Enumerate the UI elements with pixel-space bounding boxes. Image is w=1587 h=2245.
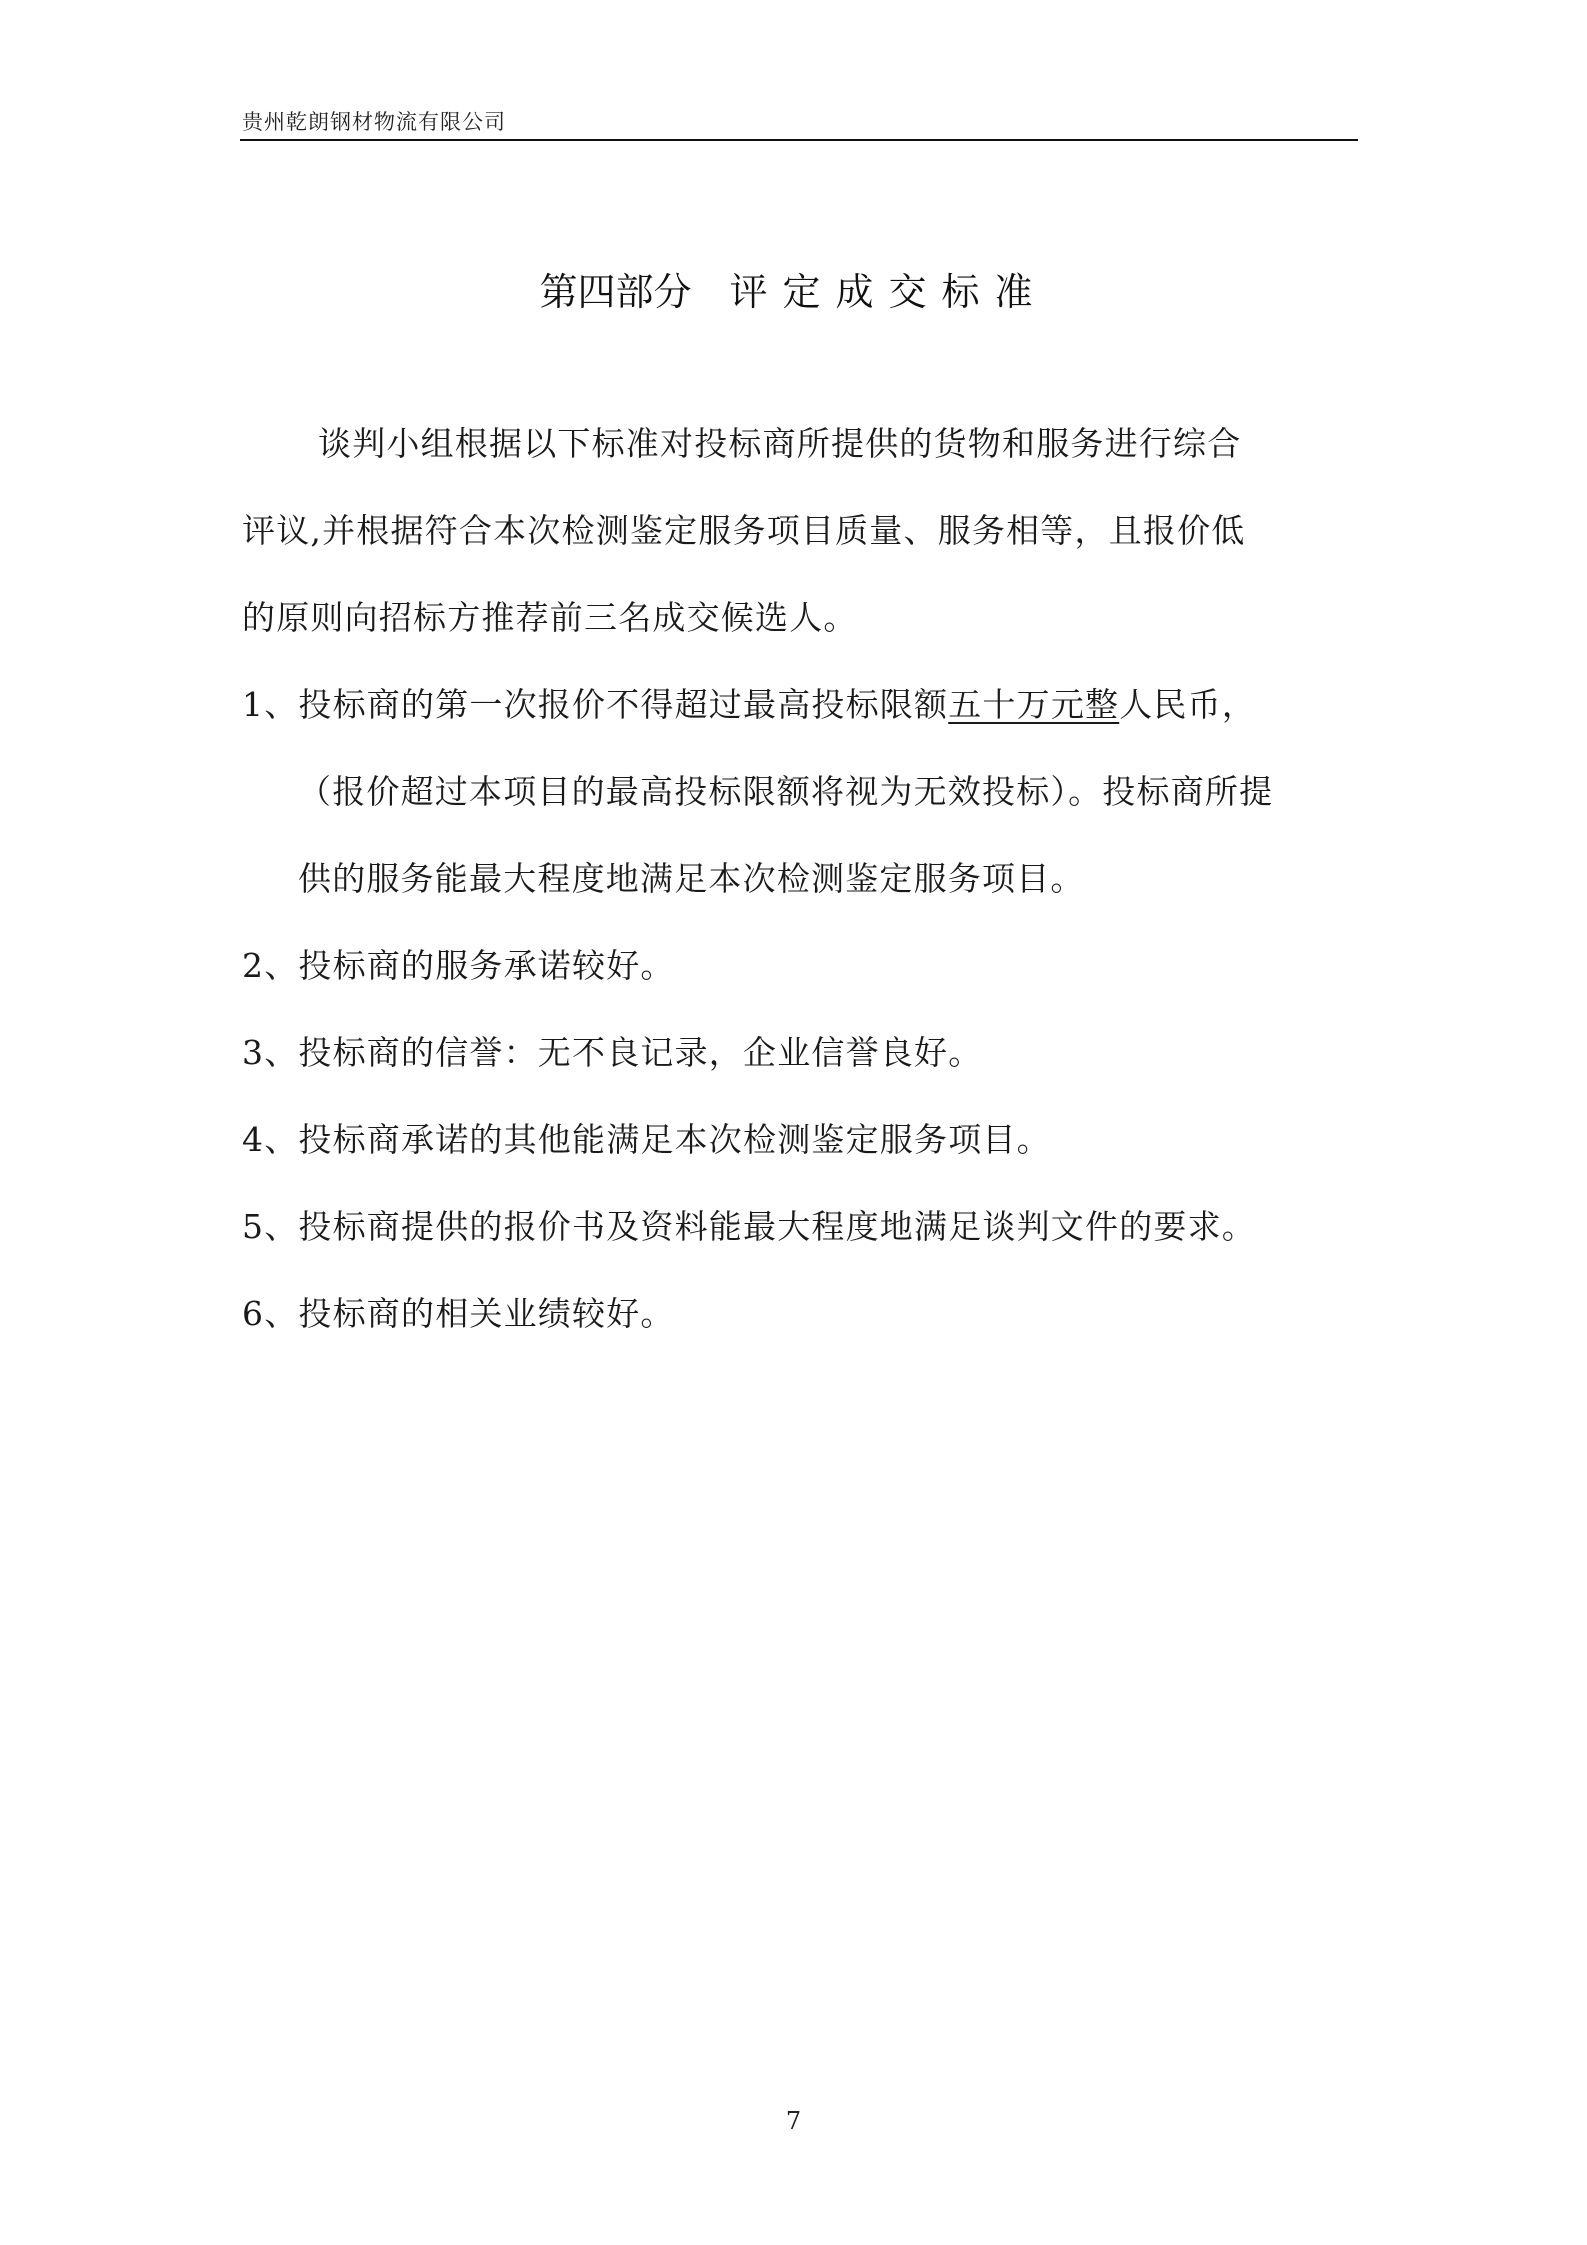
- list-item-2: [242, 944, 675, 988]
- list-item-text: 投标商的相关业绩较好。: [298, 1294, 675, 1333]
- running-header: 贵州乾朗钢材物流有限公司: [242, 110, 506, 134]
- intro-line-2: 评议,并根据符合本次检测鉴定服务项目质量、服务相等，且报价低: [242, 511, 1246, 550]
- list-item-number: 5、: [242, 1207, 299, 1246]
- list-item-text: 投标商承诺的其他能满足本次检测鉴定服务项目。: [298, 1120, 1051, 1159]
- list-item-text: 投标商的服务承诺较好。: [298, 946, 675, 985]
- list-item-6: [242, 1292, 675, 1336]
- list-item-5: [242, 1205, 1256, 1249]
- list-item-number: 4、: [242, 1120, 299, 1159]
- list-item-4: [242, 1118, 1051, 1162]
- list-item-1-continuation-1: （报价超过本项目的最高投标限额将视为无效投标）。投标商所提: [298, 772, 1274, 811]
- price-limit-amount: 五十万元整: [948, 685, 1120, 724]
- list-item-1: [242, 683, 1256, 727]
- list-item-text: 投标商的信誉：无不良记录，企业信誉良好。: [298, 1033, 983, 1072]
- list-item-1-continuation-2: 供的服务能最大程度地满足本次检测鉴定服务项目。: [298, 859, 1085, 898]
- intro-line-1: 谈判小组根据以下标准对投标商所提供的货物和服务进行综合: [318, 424, 1242, 463]
- list-item-number: 2、: [242, 946, 299, 985]
- header-divider: [240, 139, 1358, 141]
- list-item-text-suffix: 人民币，: [1119, 685, 1257, 724]
- list-item-number: 6、: [242, 1294, 299, 1333]
- list-item-number: 3、: [242, 1033, 299, 1072]
- section-title: [0, 267, 1587, 317]
- section-part-label: 第四部分: [539, 270, 692, 314]
- intro-line-3: 的原则向招标方推荐前三名成交候选人。: [242, 598, 858, 637]
- list-item-number: 1、: [242, 685, 299, 724]
- list-item-text: 投标商提供的报价书及资料能最大程度地满足谈判文件的要求。: [298, 1207, 1257, 1246]
- page-number: 7: [785, 2107, 802, 2135]
- list-item-3: [242, 1031, 982, 1075]
- list-item-text: 投标商的第一次报价不得超过最高投标限额: [298, 685, 949, 724]
- section-heading: 评定成交标准: [729, 270, 1048, 314]
